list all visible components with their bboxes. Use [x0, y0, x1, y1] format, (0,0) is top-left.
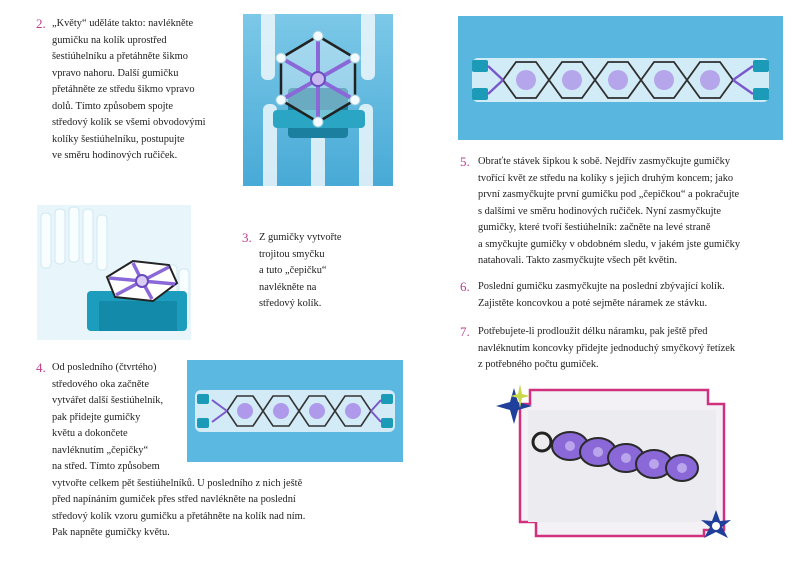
text-line: Potřebujete-li prodloužit délku náramku, pak ještě před: [478, 326, 708, 337]
text-line: Zajistěte koncovkou a poté sejměte náramek ze stávku.: [478, 297, 708, 309]
text-line: a tuto „čepičku“: [259, 265, 327, 276]
text-line: trojitou smyčku: [259, 248, 325, 260]
text-line: pak přidejte gumičky: [52, 411, 141, 423]
text-line: vytvářet další šestiúhelník,: [52, 395, 164, 406]
text-line: Z gumičky vytvořte: [259, 232, 342, 243]
step-2-text: [52, 16, 206, 165]
text-line: navléknutím koncovky přidejte jednoduchý smyčkový řetízek: [478, 342, 736, 354]
text-line: „Květy“ uděláte takto: navlékněte: [52, 18, 194, 29]
bracelet-photo-frame: [494, 380, 744, 548]
text-line: středového oka začněte: [52, 378, 149, 390]
text-line: přetáhněte ze středu šikmo vpravo: [52, 84, 195, 95]
step-6-number: 6.: [460, 279, 470, 294]
text-line: gumičky, které tvoří šestiúhelník: začněte na levé straně: [478, 222, 711, 233]
text-line: středový kolík se všemi obvodovými: [52, 117, 206, 128]
photo-step-2-hexagon: [243, 14, 393, 186]
text-line: Poslední gumičku zasmyčkujte na poslední zbývající kolík.: [478, 281, 725, 292]
loom-full-illustration: [458, 16, 783, 140]
text-line: středový kolík.: [259, 298, 322, 309]
loom-cap-illustration: [37, 205, 191, 340]
text-line: gumičku na kolík uprostřed: [52, 34, 167, 46]
text-line: první zasmyčkujte první gumičku pod „čepičkou“ a pokračujte: [478, 189, 740, 200]
text-line: vpravo nahoru. Další gumičku: [52, 67, 179, 79]
text-line: na střed. Tímto způsobem: [52, 461, 160, 472]
step-7-number: 7.: [460, 324, 470, 339]
text-line: s dalšími ve směru hodinových ručiček. Nyní zasmyčkujte: [478, 205, 721, 217]
photo-step-3-loom: [37, 205, 191, 340]
text-line: navléknutím „čepičky“: [52, 444, 149, 456]
step-3-number: 3.: [242, 230, 252, 245]
text-line: středový kolík vzoru gumičku a přetáhněte na kolík nad ním.: [52, 510, 306, 522]
text-line: květu a dokončete: [52, 428, 128, 439]
text-line: tvořící květ ze středu na kolíky s jejich druhým koncem; jako: [478, 172, 734, 184]
text-line: natahovali. Takto zasmyčkujte všech pět květin.: [478, 255, 678, 266]
step-4-number: 4.: [36, 360, 46, 375]
step-3-text: [259, 230, 342, 313]
text-line: a smyčkujte gumičky v obdobném sledu, v jakém jste gumičky: [478, 238, 741, 250]
text-line: šestiúhelníku a přetáhněte šikmo: [52, 51, 188, 62]
text-line: kolíky šestiúhelníku, postupujte: [52, 133, 185, 145]
text-line: Pak napněte gumičky květu.: [52, 527, 170, 538]
text-line: vytvořte celkem pět šestiúhelníků. U posledního z nich ještě: [52, 477, 303, 489]
text-line: navlékněte na: [259, 281, 317, 293]
photo-step-4-loom-row: [187, 360, 403, 462]
step-5-text: [478, 154, 740, 270]
loom-row-illustration: [187, 360, 403, 462]
text-line: z potřebného počtu gumiček.: [478, 359, 599, 370]
text-line: Obraťte stávek šipkou k sobě. Nejdřív zasmyčkujte gumičky: [478, 156, 731, 167]
step-7-text: [478, 324, 735, 374]
bracelet-frame-illustration: [494, 380, 744, 548]
text-line: dolů. Tímto způsobem spojte: [52, 100, 174, 112]
step-2-number: 2.: [36, 16, 46, 31]
loom-hexagon-illustration: [243, 14, 393, 186]
step-5-number: 5.: [460, 154, 470, 169]
step-6-text: [478, 279, 725, 312]
text-line: před napínáním gumiček přes střed navlékněte na poslední: [52, 494, 296, 505]
photo-step-5-loom-full: [458, 16, 783, 140]
text-line: ve směru hodinových ručiček.: [52, 150, 178, 161]
text-line: Od posledního (čtvrtého): [52, 362, 157, 373]
